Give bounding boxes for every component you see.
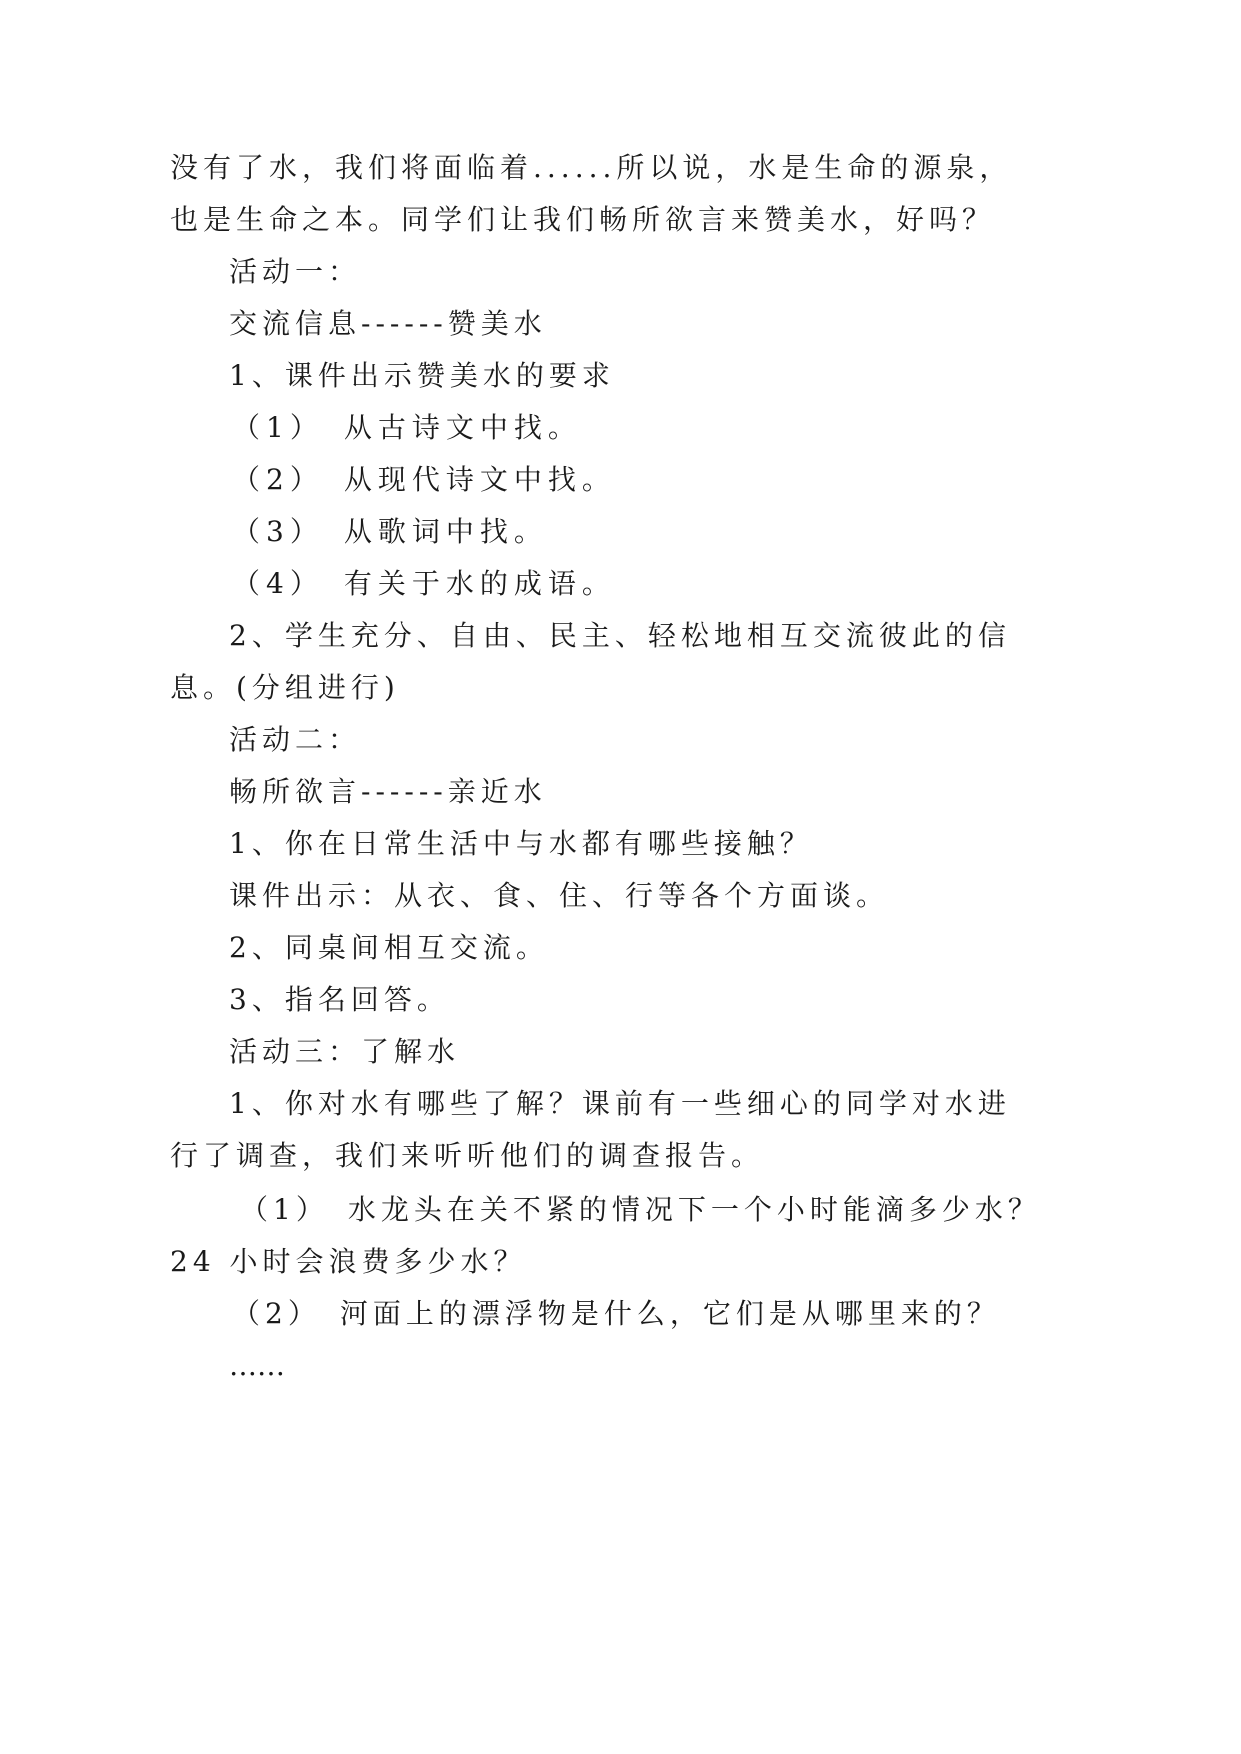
list-subitem: （2） 从现代诗文中找。 <box>232 463 616 496</box>
paragraph-line: 息。(分组进行) <box>170 671 400 704</box>
list-subitem: （3） 从歌词中找。 <box>232 515 548 548</box>
list-subitem: （4） 有关于水的成语。 <box>232 567 616 600</box>
paragraph-line: 行了调查，我们来听听他们的调查报告。 <box>170 1139 765 1172</box>
list-item: 2、学生充分、自由、民主、轻松地相互交流彼此的信 <box>229 619 1011 652</box>
list-item: 2、同桌间相互交流。 <box>229 931 549 964</box>
list-item: 1、你在日常生活中与水都有哪些接触？ <box>229 827 813 860</box>
list-subitem: （1） 从古诗文中找。 <box>232 411 582 444</box>
section-heading: 活动二： <box>229 723 362 756</box>
section-heading: 活动一： <box>229 255 362 288</box>
paragraph-line: 也是生命之本。同学们让我们畅所欲言来赞美水，好吗？ <box>170 203 996 236</box>
list-item: 1、课件出示赞美水的要求 <box>229 359 615 392</box>
list-item: 3、指名回答。 <box>229 983 450 1016</box>
section-subheading: 交流信息------赞美水 <box>229 307 547 340</box>
list-subitem: （1） 水龙头在关不紧的情况下一个小时能滴多少水？ <box>240 1193 1041 1226</box>
paragraph-line: 课件出示：从衣、食、住、行等各个方面谈。 <box>229 879 890 912</box>
section-subheading: 畅所欲言------亲近水 <box>229 775 547 808</box>
section-heading: 活动三：了解水 <box>229 1035 461 1068</box>
list-item: 1、你对水有哪些了解？课前有一些细心的同学对水进 <box>229 1087 1011 1120</box>
ellipsis-text: …… <box>229 1349 285 1382</box>
list-subitem: （2） 河面上的漂浮物是什么，它们是从哪里来的？ <box>232 1297 1000 1330</box>
paragraph-line: 24 小时会浪费多少水？ <box>170 1245 527 1278</box>
paragraph-line: 没有了水，我们将面临着......所以说，水是生命的源泉， <box>170 151 1013 184</box>
